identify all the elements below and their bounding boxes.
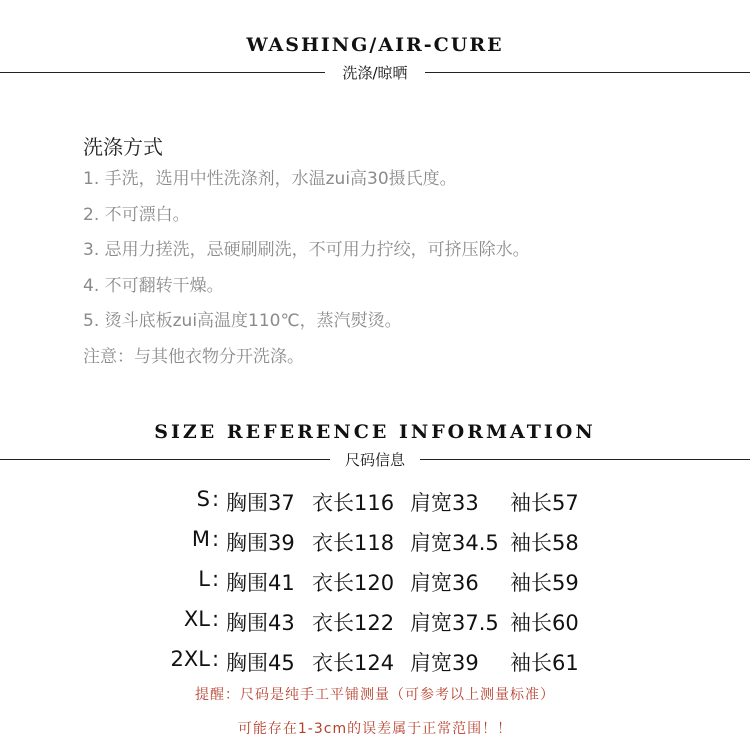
size-row <box>0 643 750 683</box>
size-colon: : <box>212 567 220 591</box>
length-value: 衣长124 <box>312 651 395 675</box>
sleeve-value: 袖长59 <box>510 571 579 595</box>
divider-right <box>420 459 750 460</box>
measurement-reminder: 提醒：尺码是纯手工平铺测量（可参考以上测量标准） <box>195 687 555 703</box>
sleeve-value: 袖长60 <box>510 611 579 635</box>
washing-line: 2. 不可漂白。 <box>83 204 190 225</box>
sleeve-value: 袖长58 <box>510 531 579 555</box>
washing-instructions <box>83 132 703 375</box>
shoulder-value: 肩宽37.5 <box>410 611 499 635</box>
chest-value: 胸围41 <box>226 571 295 595</box>
washing-subtitle: 洗涤/晾晒 <box>342 64 408 82</box>
size-colon: : <box>212 607 220 631</box>
size-row <box>0 603 750 643</box>
washing-heading: 洗涤方式 <box>83 135 163 159</box>
washing-line: 1. 手洗，选用中性洗涤剂，水温zui高30摄氏度。 <box>83 169 457 189</box>
shoulder-value: 肩宽36 <box>410 571 479 595</box>
size-colon: : <box>212 487 220 511</box>
error-range-note: 可能存在1-3cm的误差属于正常范围！！ <box>237 721 513 737</box>
chest-value: 胸围37 <box>226 491 295 515</box>
washing-note: 注意：与其他衣物分开洗涤。 <box>83 346 304 367</box>
divider-right <box>425 72 750 73</box>
washing-line: 3. 忌用力搓洗，忌硬刷刷洗，不可用力拧绞，可挤压除水。 <box>83 240 530 260</box>
size-label: L <box>198 567 210 591</box>
chest-value: 胸围43 <box>226 611 295 635</box>
size-label: 2XL <box>170 647 210 671</box>
sleeve-value: 袖长61 <box>510 651 579 675</box>
size-label: M <box>191 527 210 551</box>
size-colon: : <box>212 527 220 551</box>
size-subtitle: 尺码信息 <box>344 451 405 469</box>
size-colon: : <box>212 647 220 671</box>
length-value: 衣长122 <box>312 611 395 635</box>
shoulder-value: 肩宽34.5 <box>410 531 499 555</box>
length-value: 衣长120 <box>312 571 395 595</box>
washing-line: 4. 不可翻转干燥。 <box>83 275 224 296</box>
size-row <box>0 483 750 523</box>
length-value: 衣长116 <box>312 491 395 515</box>
washing-title: WASHING/AIR-CURE <box>246 34 504 56</box>
shoulder-value: 肩宽39 <box>410 651 479 675</box>
size-label: XL <box>183 607 210 631</box>
size-title: SIZE REFERENCE INFORMATION <box>154 421 596 443</box>
shoulder-value: 肩宽33 <box>410 491 479 515</box>
size-table <box>0 483 750 683</box>
chest-value: 胸围39 <box>226 531 295 555</box>
sleeve-value: 袖长57 <box>510 491 579 515</box>
length-value: 衣长118 <box>312 531 395 555</box>
washing-line: 5. 烫斗底板zui高温度110℃，蒸汽熨烫。 <box>83 311 402 331</box>
chest-value: 胸围45 <box>226 651 295 675</box>
size-row <box>0 563 750 603</box>
size-label: S <box>196 487 210 511</box>
size-row <box>0 523 750 563</box>
